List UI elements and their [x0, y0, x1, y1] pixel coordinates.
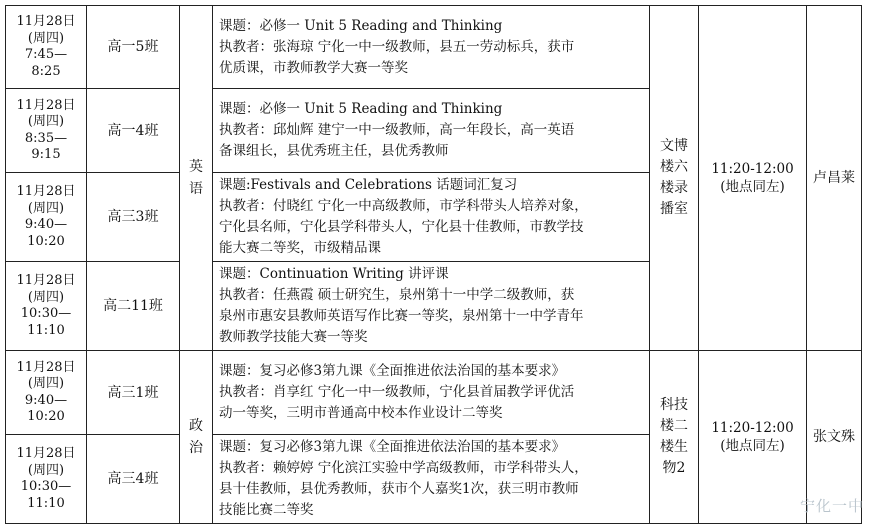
lesson-time [6, 262, 87, 351]
time-line: 8:25 [31, 63, 61, 79]
evaluation-line: 11:20-12:00 [711, 420, 794, 436]
host-name: 卢昌莱 [807, 6, 862, 351]
location-line: 物2 [662, 460, 686, 476]
time-line: 11月28日 [16, 273, 76, 288]
content-line: 动一等奖，三明市普通高中校本作业设计二等奖 [219, 405, 503, 421]
content-line: 课题：复习必修3第九课《全面推进依法治国的基本要求》 [219, 439, 566, 455]
class-name: 高二11班 [87, 262, 180, 351]
time-line: (周四) [27, 200, 65, 216]
time-line: (周四) [27, 289, 65, 305]
content-line: 宁化县名师，宁化县学科带头人，宁化县十佳教师，市教学技 [219, 219, 584, 235]
location-line: 楼生 [660, 439, 688, 455]
content-line: 课题：必修一 Unit 5 Reading and Thinking [219, 17, 503, 34]
time-line: 11:10 [27, 322, 65, 338]
content-line: 课题：复习必修3第九课《全面推进依法治国的基本要求》 [219, 363, 566, 379]
evaluation-line: (地点同左) [720, 438, 785, 454]
content-line: 课题：必修一 Unit 5 Reading and Thinking [219, 101, 503, 117]
time-line: 9:15 [31, 147, 61, 162]
location-line: 文博 [660, 138, 688, 154]
content-line: 泉州市惠安县教师英语写作比赛一等奖，泉州第十一中学青年 [219, 308, 584, 324]
lesson-time [6, 89, 87, 173]
subject-char: 政 [189, 418, 203, 434]
time-line: 11月28日 [16, 97, 76, 113]
content-line: 执教者：邱灿辉 建宁一中一级教师，高一年段长，高一英语 [219, 122, 575, 138]
time-line: 11月28日 [16, 14, 76, 29]
lesson-time [6, 173, 87, 262]
location-line: 科技 [660, 397, 688, 413]
time-line: 9:40— [24, 217, 68, 232]
time-line: 8:35— [24, 130, 68, 146]
time-line: 11月28日 [16, 359, 76, 375]
time-line: 10:30— [20, 479, 72, 494]
schedule-table [5, 5, 862, 524]
content-line: 课题：Continuation Writing 讲评课 [219, 266, 449, 282]
content-line: 执教者：任燕霞 硕士研究生，泉州第十一中学二级教师，获 [219, 287, 575, 303]
lesson-time [6, 435, 87, 524]
class-name: 高一4班 [87, 89, 180, 173]
class-name: 高三1班 [87, 351, 180, 435]
evaluation-line: 11:20-12:00 [711, 161, 794, 177]
time-line: 10:20 [27, 233, 65, 249]
time-line: (周四) [27, 376, 65, 391]
class-name: 高三4班 [87, 435, 180, 524]
lesson-content [213, 89, 650, 173]
location [650, 6, 699, 351]
lesson-content [213, 262, 650, 351]
time-line: 11月28日 [16, 446, 76, 461]
subject [180, 351, 213, 524]
content-line: 课题:Festivals and Celebrations 话题词汇复习 [219, 177, 518, 193]
table-row [6, 6, 862, 89]
table-row [6, 351, 862, 435]
host-name: 张文殊 [807, 351, 862, 524]
lesson-content [213, 6, 650, 89]
time-line: 9:40— [24, 392, 68, 408]
subject-char: 语 [189, 181, 203, 197]
content-line: 能大赛二等奖，市级精品课 [219, 240, 381, 256]
subject-char: 治 [189, 440, 203, 456]
location-line: 楼六 [660, 159, 688, 175]
time-line: 10:20 [27, 409, 65, 424]
lesson-time [6, 351, 87, 435]
time-line: (周四) [27, 462, 65, 478]
content-line: 执教者：付晓红 宁化一中高级教师，市学科带头人培养对象， [219, 198, 588, 214]
content-line: 技能比赛二等奖 [219, 502, 314, 518]
content-line: 执教者：赖婷婷 宁化滨江实验中学高级教师，市学科带头人， [219, 460, 588, 476]
time-line: 11月28日 [16, 184, 76, 199]
subject [180, 6, 213, 351]
content-line: 县十佳教师，县优秀教师，获市个人嘉奖1次，获三明市教师 [219, 481, 579, 497]
class-name: 高一5班 [87, 6, 180, 89]
time-line: (周四) [27, 114, 65, 129]
lesson-content [213, 173, 650, 262]
watermark: 宁化一中 [799, 497, 864, 515]
content-line: 教师教学技能大赛一等奖 [219, 329, 368, 345]
location [650, 351, 699, 524]
content-line: 备课组长，县优秀班主任，县优秀教师 [219, 143, 449, 159]
evaluation-time [699, 351, 807, 524]
content-line: 执教者：肖享红 宁化一中一级教师，宁化县首届教学评优活 [219, 384, 575, 400]
location-line: 播室 [660, 201, 688, 217]
time-line: 7:45— [24, 47, 68, 62]
time-line: 11:10 [27, 495, 65, 511]
lesson-content [213, 435, 650, 524]
content-line: 优质课，市教师教学大赛一等奖 [219, 59, 408, 76]
time-line: (周四) [27, 30, 65, 46]
location-line: 楼录 [660, 180, 688, 196]
location-line: 楼二 [660, 418, 688, 434]
class-name: 高三3班 [87, 173, 180, 262]
lesson-time [6, 6, 87, 89]
lesson-content [213, 351, 650, 435]
time-line: 10:30— [20, 306, 72, 321]
evaluation-line: (地点同左) [720, 179, 785, 195]
subject-char: 英 [189, 159, 203, 175]
content-line: 执教者：张海琼 宁化一中一级教师，县五一劳动标兵，获市 [219, 38, 575, 55]
evaluation-time [699, 6, 807, 351]
